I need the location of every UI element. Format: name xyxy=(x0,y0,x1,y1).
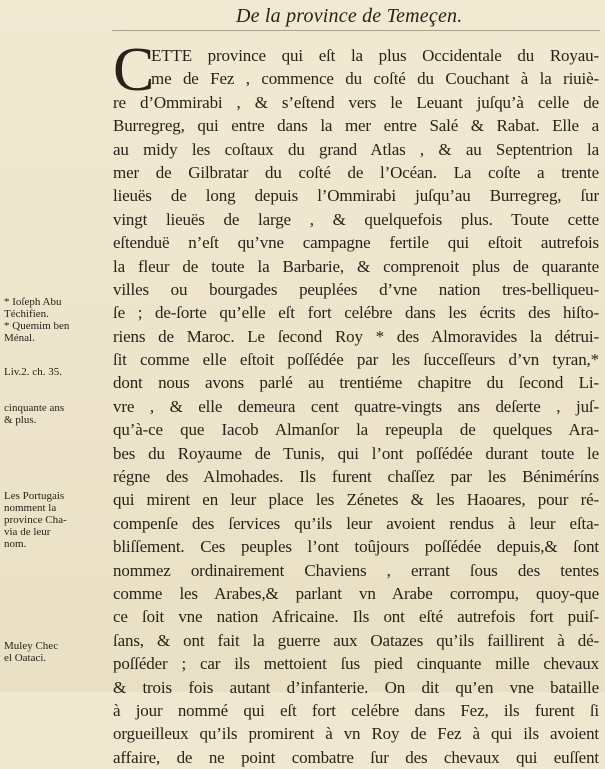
text-line: au midy les coſtaux du grand Atlas , & au Septentrion la xyxy=(113,139,599,159)
text-line: ce ſoit vne nation Africaine. Ils ont eſté autrefois fort puiſ- xyxy=(113,607,599,627)
text-line: ſit comme elle eſtoit poſſédée par les ſucceſſeurs d’vn tyran,* xyxy=(113,350,599,370)
text-line: la fleur de toute la Barbarie, & comprenoit plus de quarante xyxy=(113,256,599,276)
margin-note-line: nomment la xyxy=(4,502,57,514)
text-line: mer de Gilbratar du coſté de l’Océan. La coſte a trente xyxy=(113,162,599,182)
body-text xyxy=(113,44,599,769)
margin-note-line: Liv.2. ch. 35. xyxy=(4,366,62,378)
text-line: ſe ; de-ſorte qu’elle eſt fort celébre dans les écrits des hiſto- xyxy=(113,303,599,323)
text-line: compenſe des ſervices qu’ils leur avoient rendus à leur eſta- xyxy=(113,513,599,533)
margin-note-line: el Oataci. xyxy=(4,652,47,664)
text-line: me de Fez , commence du coſté du Couchant à la riuiè- xyxy=(151,69,599,89)
text-line: riens de Maroc. Le ſecond Roy * des Almoravides la détrui- xyxy=(113,326,599,346)
text-line: orgueilleux qu’ils promirent à vn Roy de Fez à qui ils avoient xyxy=(113,724,599,744)
margin-note-line: cinquante ans xyxy=(4,402,65,414)
text-line: ETTE province qui eſt la plus Occidentale du Royau- xyxy=(151,46,599,65)
text-line: lieuës de long depuis l’Ommirabi juſqu’au Burregreg, ſur xyxy=(113,186,599,206)
text-line: villes ou bourgades peuplées d’vne nation tres-belliqueu- xyxy=(113,279,599,299)
text-line: à jour nommé qui eſt fort celébre dans Fez, ils furent ſi xyxy=(113,700,599,720)
margin-note-line: Les Portugais xyxy=(4,490,65,502)
text-line: dont nous avons parlé au trentiéme chapitre du ſecond Li- xyxy=(113,373,599,393)
header-rule xyxy=(112,30,600,31)
text-line: qui mirent en leur place les Zénetes & les Haoares, pour ré- xyxy=(113,490,599,510)
text-line: Burregreg, qui entre dans la mer entre Salé & Rabat. Elle a xyxy=(113,116,599,136)
text-line: nommez ordinairement Chaviens , errant ſous des tentes xyxy=(113,560,599,580)
margin-note-line: Ménal. xyxy=(4,332,35,344)
text-line: comme les Arabes,& parlant vn Arabe corrompu, quoy-que xyxy=(113,583,599,603)
margin-note-line: province Cha- xyxy=(4,514,67,526)
text-line: & trois fois autant d’infanterie. On dit qu’en vne bataille xyxy=(113,677,599,697)
drop-cap: C xyxy=(113,36,155,104)
text-line: régne des Almohades. Ils furent chaſſez par les Béniméríns xyxy=(113,467,599,487)
text-line: qu’à-ce que Iacob Almanſor la repeupla de quelques Ara- xyxy=(113,420,599,440)
text-line: ſans, & ont fait la guerre aux Oatazes qu’ils faillirent à dé- xyxy=(113,630,599,650)
page-header: De la province de Temeçen. xyxy=(236,5,463,27)
text-line: bliſſement. Ces peuples l’ont toûjours poſſédée depuis,& ſont xyxy=(113,537,599,557)
margin-note-line: * Ioſeph Abu xyxy=(4,296,62,308)
text-line: re d’Ommirabi , & s’eſtend vers le Leuant juſqu’à celle de xyxy=(113,92,599,112)
margin-note-line: Muley Chec xyxy=(4,640,59,652)
text-line: vre , & elle demeura cent quatre-vingts ans deſerte , juſ- xyxy=(113,396,599,416)
margin-note xyxy=(4,402,108,426)
text-line: bes du Royaume de Tunis, qui l’ont poſſédée durant toute le xyxy=(113,443,599,463)
text-line: poſſéder ; car ils mettoient ſus pied cinquante mille chevaux xyxy=(113,654,599,674)
margin-note xyxy=(4,296,108,344)
margin-note-line: Téchifien. xyxy=(4,308,49,320)
margin-note-line: nom. xyxy=(4,538,27,550)
margin-note xyxy=(4,366,108,378)
margin-note-line: * Quemim ben xyxy=(4,320,70,332)
margin-note-line: & plus. xyxy=(4,414,37,426)
margin-note xyxy=(4,640,108,664)
margin-note-line: via de leur xyxy=(4,526,51,538)
margin-note xyxy=(4,490,108,550)
text-line: vingt lieuës de large , & quelquefois plus. Toute cette xyxy=(113,209,599,229)
text-line: affaire, de ne point combatre ſur des chevaux qui euſſent xyxy=(113,747,599,767)
text-line: eſtenduë n’eſt qu’vne campagne fertile qui eſtoit autrefois xyxy=(113,233,599,253)
